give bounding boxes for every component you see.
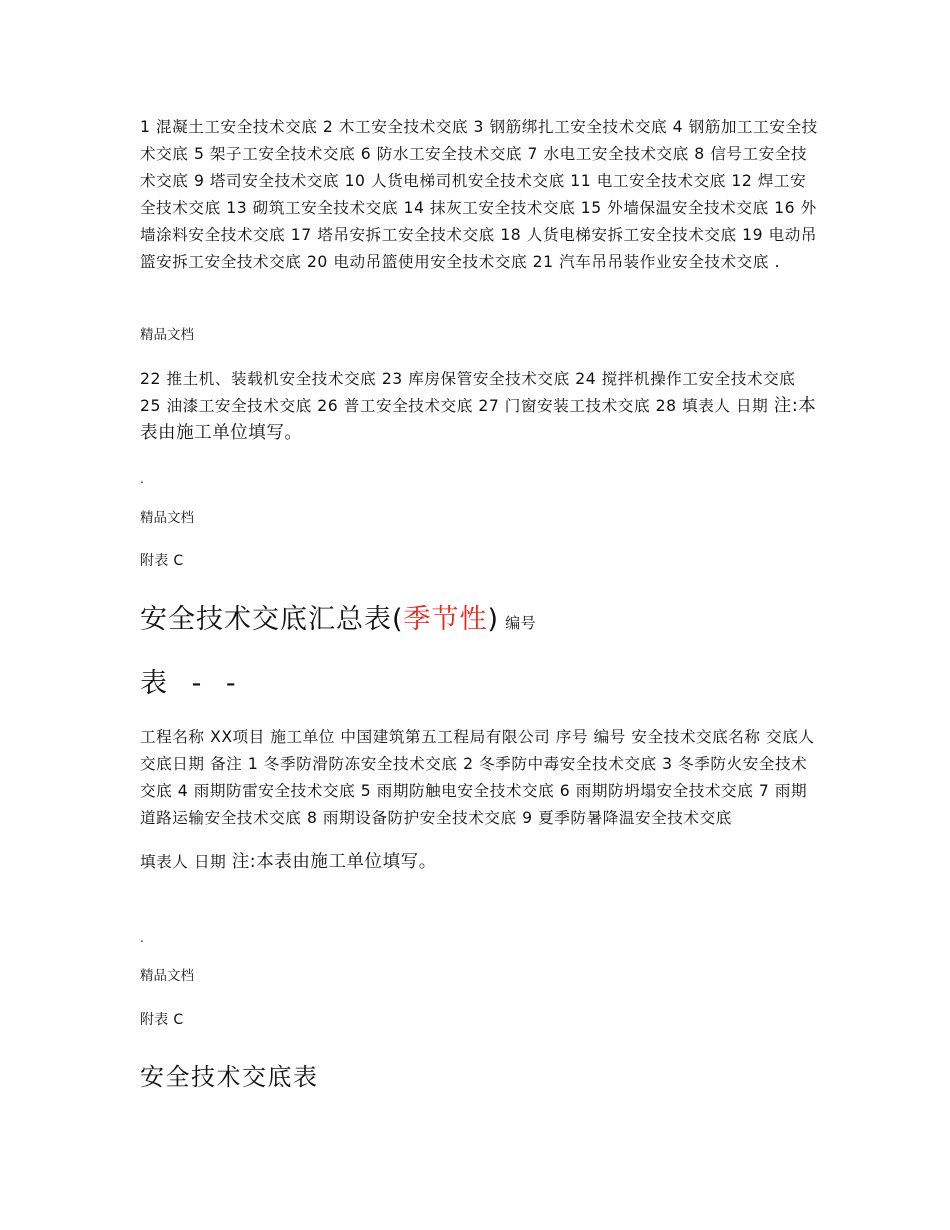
appendix-label: 附表 C [140,1012,184,1028]
technical-briefing-list-part-1: 1 混凝土工安全技术交底 2 木工安全技术交底 3 钢筋绑扎工安全技术交底 4 钢筋加工工安全技术交底 5 架子工安全技术交底 6 防水工安全技术交底 7 水电工安全技术交底 8 信号工安全技术交底 9 塔司安全技术交底 10 人货电梯司机安全技术交底 11 电工安全技术交底 12 焊工安全技术交底 13 砌筑工安全技术交底 14 抹灰工安全技术交底 15 外墙保温安全技术交底 16 外墙涂料安全技术交底 17 塔吊安拆工安全技术交底 18 人货电梯安拆工安全技术交底 19 电动吊篮安拆工安全技术交底 20 电动吊篮使用安全技术交底 21 汽车吊吊装作业安全技术交底 . [140,118,818,271]
form-note: 注:本表由施工单位填写。 [140,396,817,443]
title-prefix: 安全技术交底汇总表( [140,604,404,635]
watermark-text: 精品文档 [140,510,194,526]
form-footer [140,849,820,876]
separator-dot: . [140,472,144,486]
briefing-list-text: 22 推土机、装载机安全技术交底 23 库房保管安全技术交底 24 搅拌机操作工安全技术交底 25 油漆工安全技术交底 26 普工安全技术交底 27 门窗安装工技术交底 28 填表人 日期 [140,370,796,415]
seasonal-briefing-table-text: 工程名称 XX项目 施工单位 中国建筑第五工程局有限公司 序号 编号 安全技术交底名称 交底人 交底日期 备注 1 冬季防滑防冻安全技术交底 2 冬季防中毒安全技术交底 3 冬季防火安全技术交底 4 雨期防雷安全技术交底 5 雨期防触电安全技术交底 6 雨期防坍塌安全技术交底 7 雨期道路运输安全技术交底 8 雨期设备防护安全技术交底 9 夏季防暑降温安全技术交底 [140,728,815,827]
filler-fields: 填表人 日期 [140,853,227,871]
code-label: 编号 [505,614,537,632]
title-highlight: 季节性 [403,604,488,635]
form-note: 注:本表由施工单位填写。 [231,852,437,872]
separator-dot: . [140,931,144,945]
appendix-label: 附表 C [140,553,184,569]
technical-briefing-list-part-2 [140,366,820,447]
summary-table-title [140,600,820,643]
briefing-table-title: 安全技术交底表 [140,1063,319,1091]
title-line-2: 表 - - [140,668,244,699]
title-suffix: ) [487,604,500,635]
watermark-text: 精品文档 [140,327,194,343]
watermark-text: 精品文档 [140,968,194,984]
